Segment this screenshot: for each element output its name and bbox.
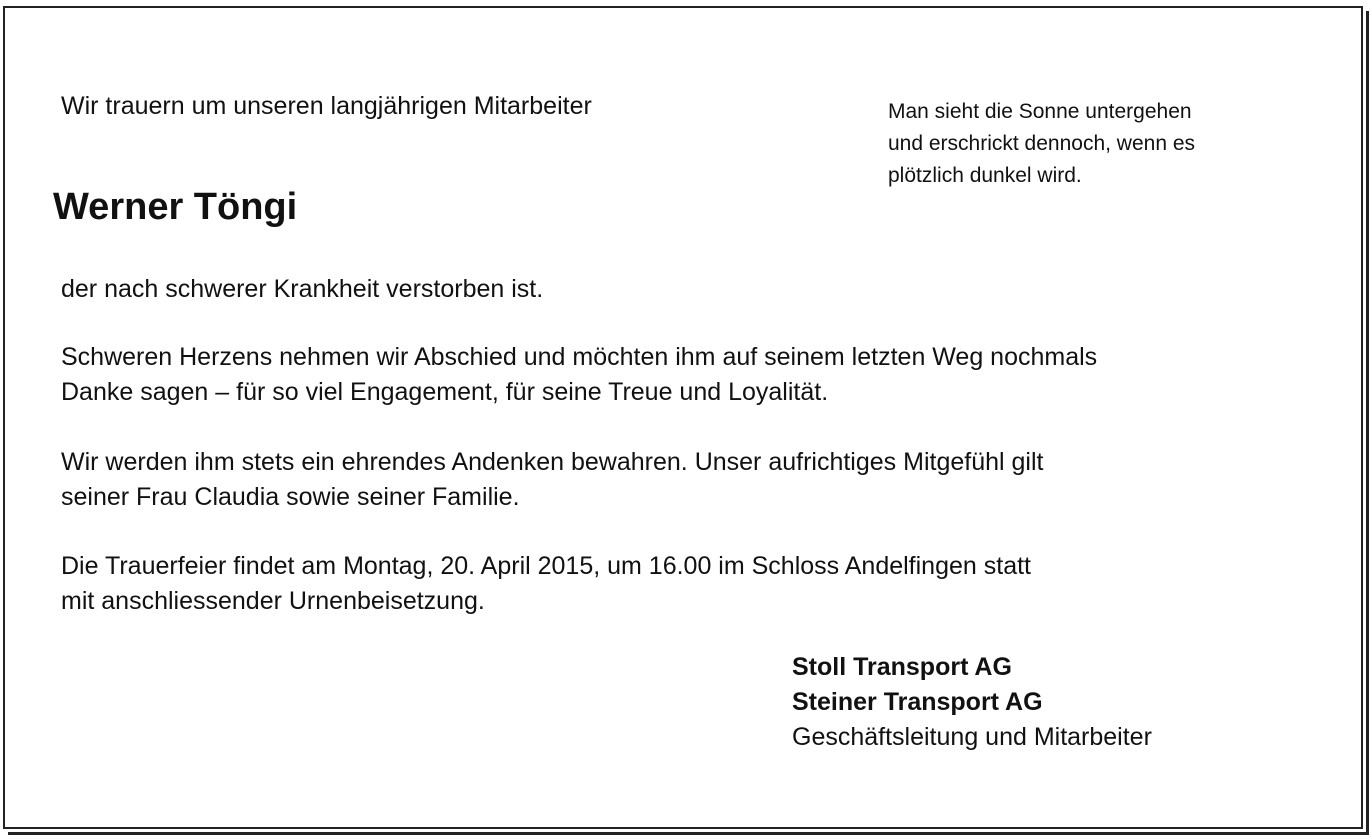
quote-block [888, 96, 1195, 192]
intro-text: Wir trauern um unseren langjährigen Mitarbeiter [61, 92, 592, 120]
paragraph-line: mit anschliessender Urnenbeisetzung. [61, 587, 485, 615]
paragraph-ceremony [61, 549, 1031, 619]
quote-line: plötzlich dunkel wird. [888, 164, 1082, 187]
signature-block [792, 650, 1152, 755]
paragraph-line: Danke sagen – für so viel Engagement, für seine Treue und Loyalität. [61, 378, 829, 406]
paragraph-condolence [61, 445, 1043, 515]
paragraph-line: seiner Frau Claudia sowie seiner Familie. [61, 483, 520, 511]
paragraph-line: der nach schwerer Krankheit verstorben ist. [61, 275, 544, 303]
deceased-name: Werner Töngi [53, 186, 298, 228]
quote-line: und erschrickt dennoch, wenn es [888, 132, 1196, 155]
quote-line: Man sieht die Sonne untergehen [888, 100, 1192, 123]
paragraph-line: Wir werden ihm stets ein ehrendes Andenken bewahren. Unser aufrichtiges Mitgefühl gilt [61, 448, 1044, 476]
paragraph-farewell [61, 340, 1097, 410]
company-name: Steiner Transport AG [792, 688, 1043, 716]
paragraph-cause [61, 272, 543, 307]
signature-staff: Geschäftsleitung und Mitarbeiter [792, 723, 1152, 751]
company-name: Stoll Transport AG [792, 653, 1012, 681]
paragraph-line: Die Trauerfeier findet am Montag, 20. April 2015, um 16.00 im Schloss Andelfingen statt [61, 552, 1031, 580]
paragraph-line: Schweren Herzens nehmen wir Abschied und möchten ihm auf seinem letzten Weg nochmals [61, 343, 1098, 371]
